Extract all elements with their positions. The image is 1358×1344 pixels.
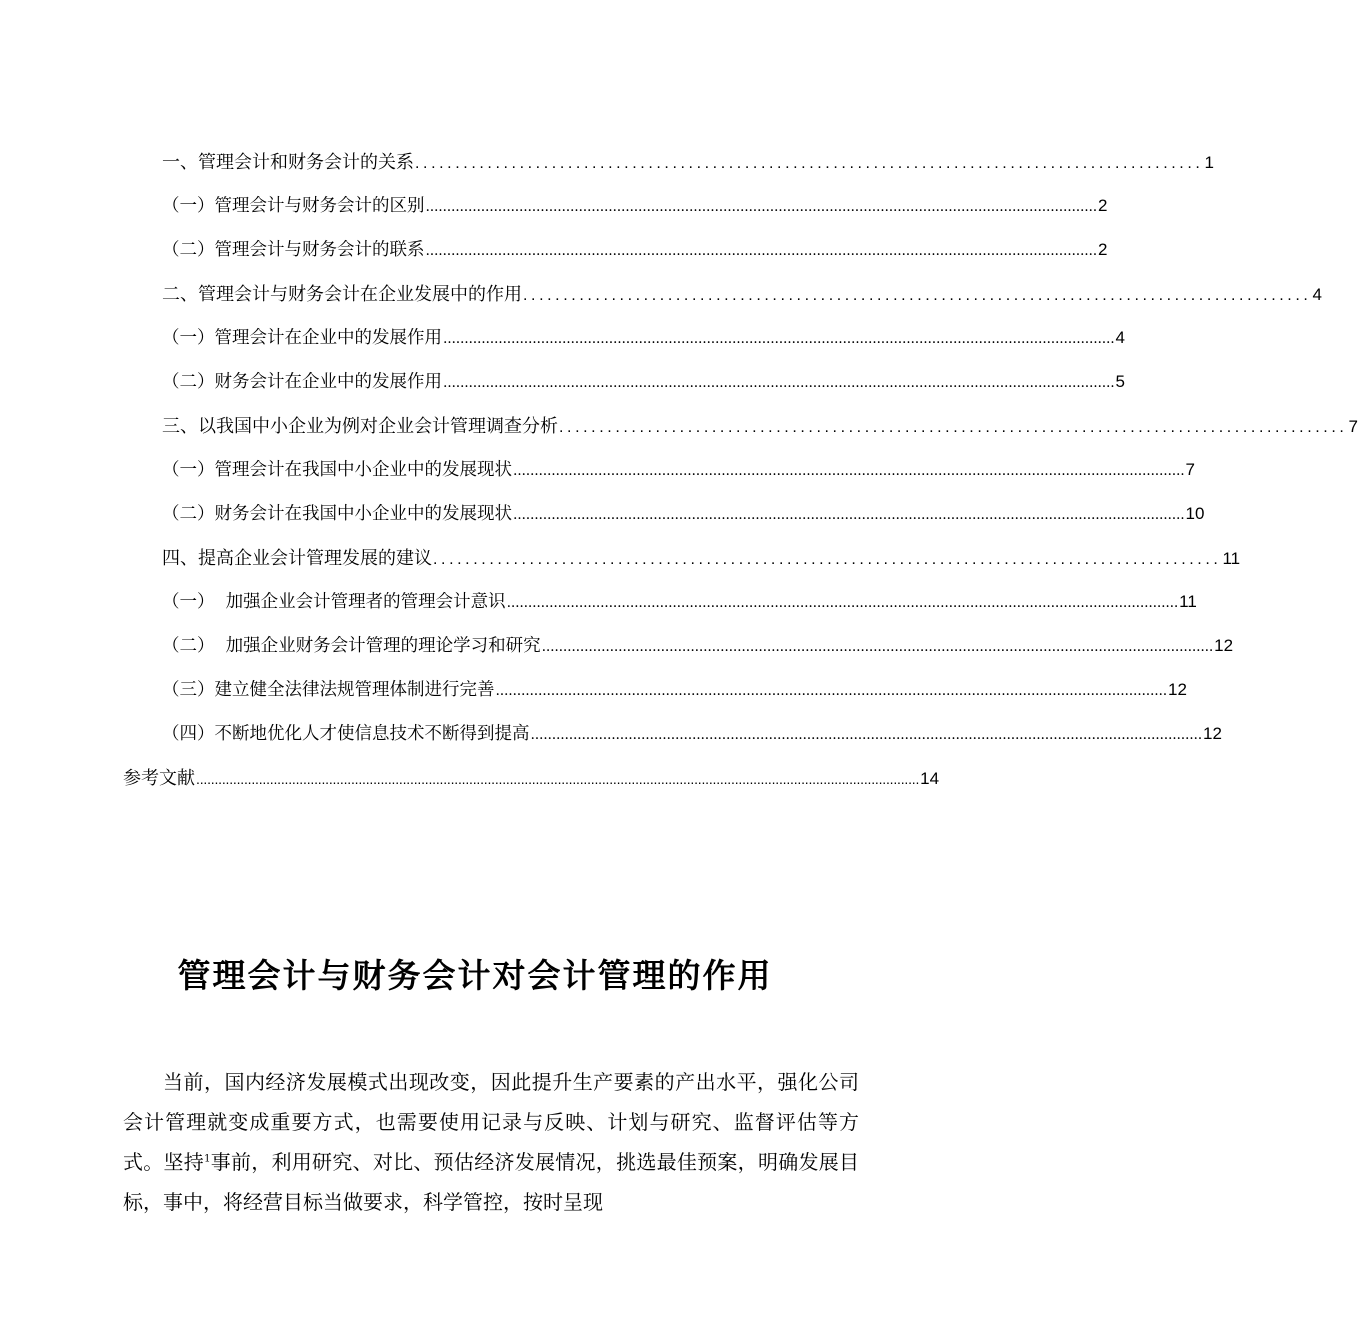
toc-entry[interactable] bbox=[162, 148, 1214, 174]
toc-leader-dots: .............................................................................................................................................................. bbox=[443, 375, 1115, 391]
toc-leader-dots: .............................................................................................................................................................. bbox=[425, 199, 1098, 215]
toc-entry-label: （二）财务会计在企业中的发展作用 bbox=[162, 372, 442, 392]
toc-entry-label: （一）管理会计与财务会计的区别 bbox=[162, 196, 425, 216]
toc-entry-label: （四）不断地优化人才使信息技术不断得到提高 bbox=[162, 724, 530, 744]
toc-entry-page: 12 bbox=[1214, 636, 1234, 655]
toc-entry[interactable] bbox=[162, 456, 1196, 482]
toc-entry-label: （一） 加强企业会计管理者的管理会计意识 bbox=[162, 592, 506, 612]
toc-entry-page: 12 bbox=[1168, 680, 1187, 699]
toc-entry-page: 7 bbox=[1348, 417, 1358, 436]
toc-entry[interactable] bbox=[162, 720, 1222, 746]
toc-leader-dots: .............................................................................................................................................................. bbox=[425, 243, 1098, 259]
toc-entry-label: 三、以我国中小企业为例对企业会计管理调查分析 bbox=[162, 416, 558, 436]
toc-entry-label: 二、管理会计与财务会计在企业发展中的作用 bbox=[162, 284, 522, 304]
toc-entry[interactable] bbox=[162, 368, 1126, 394]
toc-entry-page: 11 bbox=[1179, 592, 1197, 611]
toc-entry-label: （二） 加强企业财务会计管理的理论学习和研究 bbox=[162, 636, 541, 656]
toc-entry-page: 4 bbox=[1312, 285, 1322, 304]
toc-entry-page: 2 bbox=[1098, 196, 1108, 215]
toc-leader-dots: .............................................................................................................................................................. bbox=[495, 683, 1168, 699]
toc-entry-label: （二）财务会计在我国中小企业中的发展现状 bbox=[162, 504, 512, 524]
toc-leader-dots: .............................................................................................................................................................. bbox=[443, 331, 1115, 347]
toc-entry[interactable] bbox=[162, 280, 1322, 306]
toc-entry-page: 1 bbox=[1204, 153, 1214, 172]
toc-entry-label: 一、管理会计和财务会计的关系 bbox=[162, 152, 414, 172]
toc-entry-page: 2 bbox=[1098, 240, 1108, 259]
toc-entry-page: 7 bbox=[1185, 460, 1196, 479]
toc-entry-label: 四、提高企业会计管理发展的建议 bbox=[162, 548, 432, 568]
toc-entry-label: （一）管理会计在企业中的发展作用 bbox=[162, 328, 442, 348]
toc-entry[interactable] bbox=[123, 764, 940, 790]
toc-entry-label: （二）管理会计与财务会计的联系 bbox=[162, 240, 425, 260]
toc-leader-dots: .............................................................................................................................................................. bbox=[541, 639, 1214, 655]
toc-leader-dots: .............................................................................................................................................................. bbox=[506, 595, 1179, 611]
toc-entry[interactable] bbox=[162, 500, 1205, 526]
toc-entry[interactable] bbox=[162, 324, 1126, 350]
toc-entry-label: （三）建立健全法律法规管理体制进行完善 bbox=[162, 680, 495, 700]
toc-entry-page: 12 bbox=[1203, 724, 1222, 743]
toc-leader-dots: .............................................................................................................................................................. bbox=[530, 727, 1203, 743]
toc-leader-dots: .................................................................................................. bbox=[415, 155, 1204, 172]
toc-entry-label: 参考文献 bbox=[123, 768, 195, 788]
toc-entry[interactable] bbox=[162, 632, 1234, 658]
toc-leader-dots: .................................................................................................. bbox=[433, 551, 1222, 568]
toc-entry-label: （一）管理会计在我国中小企业中的发展现状 bbox=[162, 460, 512, 480]
toc-entry[interactable] bbox=[162, 544, 1241, 570]
toc-entry[interactable] bbox=[162, 236, 1108, 262]
toc-entry[interactable] bbox=[162, 192, 1108, 218]
toc-entry-page: 4 bbox=[1115, 328, 1126, 347]
footnote-marker[interactable]: 1 bbox=[204, 1153, 211, 1165]
toc-entry-page: 11 bbox=[1222, 549, 1241, 568]
document-title: 管理会计与财务会计对会计管理的作用 bbox=[177, 956, 773, 995]
paragraph-text: 事前，利用研究、对比、预估经济发展情况，挑选最佳预案，明确发展目标，事中，将经营目标当做要求，科学管控，按时呈现 bbox=[123, 1150, 860, 1214]
toc-entry[interactable] bbox=[162, 412, 1358, 438]
toc-leader-dots: .................................................................................................. bbox=[559, 419, 1348, 436]
toc-entry-page: 5 bbox=[1115, 372, 1126, 391]
toc-entry[interactable] bbox=[162, 676, 1187, 702]
toc-leader-dots: .............................................................................................................................................................. bbox=[513, 463, 1185, 479]
body-paragraph bbox=[123, 1062, 859, 1222]
paragraph-text: 当前，国内经济发展模式出现改变，因此提升生产要素的产出水平，强化公司会计管理就变成重要方式，也需要使用记录与反映、计划与研究、监督评估等方式。坚持 bbox=[123, 1070, 859, 1174]
toc-leader-dots: .............................................................................................................................................................. bbox=[513, 507, 1185, 523]
toc-leader-dots: .................................................................................................................................................................................................... bbox=[196, 771, 920, 787]
toc-entry-page: 14 bbox=[920, 769, 940, 788]
toc-leader-dots: .................................................................................................. bbox=[523, 287, 1312, 304]
toc-entry[interactable] bbox=[162, 588, 1197, 614]
toc-entry-page: 10 bbox=[1185, 504, 1205, 523]
